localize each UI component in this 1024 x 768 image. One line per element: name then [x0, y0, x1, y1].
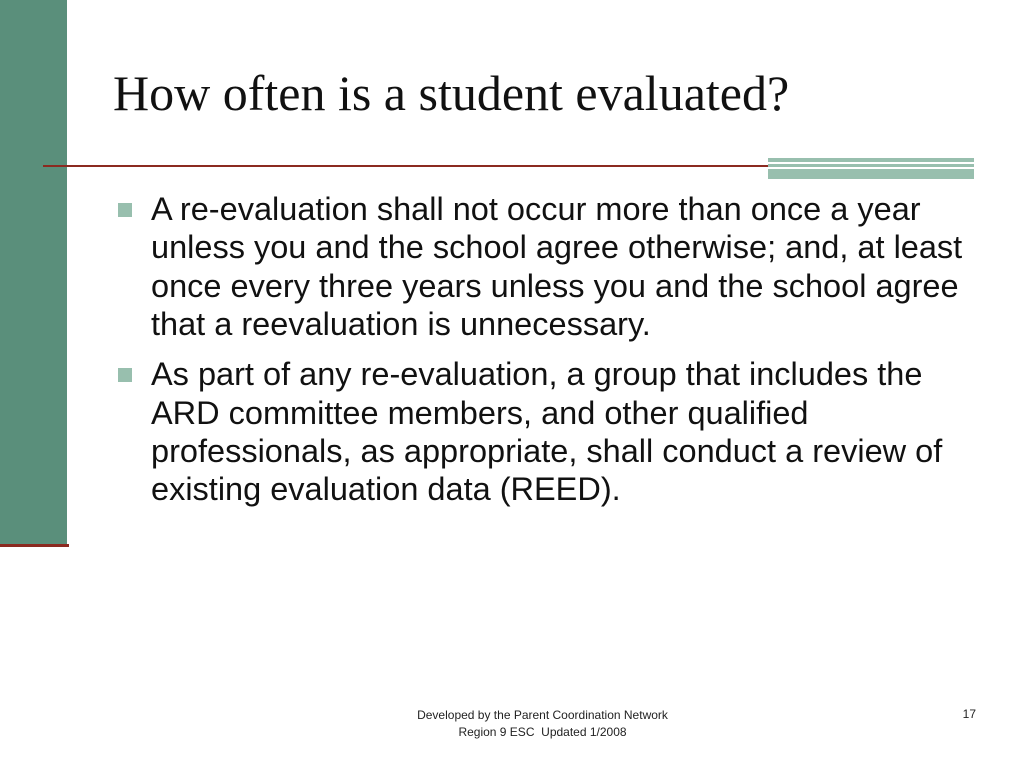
square-bullet-icon — [118, 368, 132, 382]
page-number: 17 — [962, 707, 976, 721]
bullet-list — [114, 190, 974, 521]
bullet-item — [114, 355, 974, 508]
bullet-item — [114, 190, 974, 343]
slide-footer — [360, 707, 725, 741]
decorative-stripes — [768, 158, 974, 179]
bullet-text: As part of any re-evaluation, a group that includes the ARD committee members, and other qualified professionals, as appropriate, shall conduct a review of existing evaluation data (REED). — [151, 356, 943, 508]
slide-title: How often is a student evaluated? — [113, 65, 790, 121]
left-accent-rule — [0, 544, 69, 547]
footer-line-1: Developed by the Parent Coordination Network — [417, 708, 668, 722]
square-bullet-icon — [118, 203, 132, 217]
footer-line-2: Region 9 ESC Updated 1/2008 — [458, 724, 627, 739]
left-accent-bar — [0, 0, 67, 545]
bullet-text: A re-evaluation shall not occur more than once a year unless you and the school agree otherwise; and, at least once every three years unless you and the school agree that a reevaluation is unnecessary. — [151, 191, 963, 343]
